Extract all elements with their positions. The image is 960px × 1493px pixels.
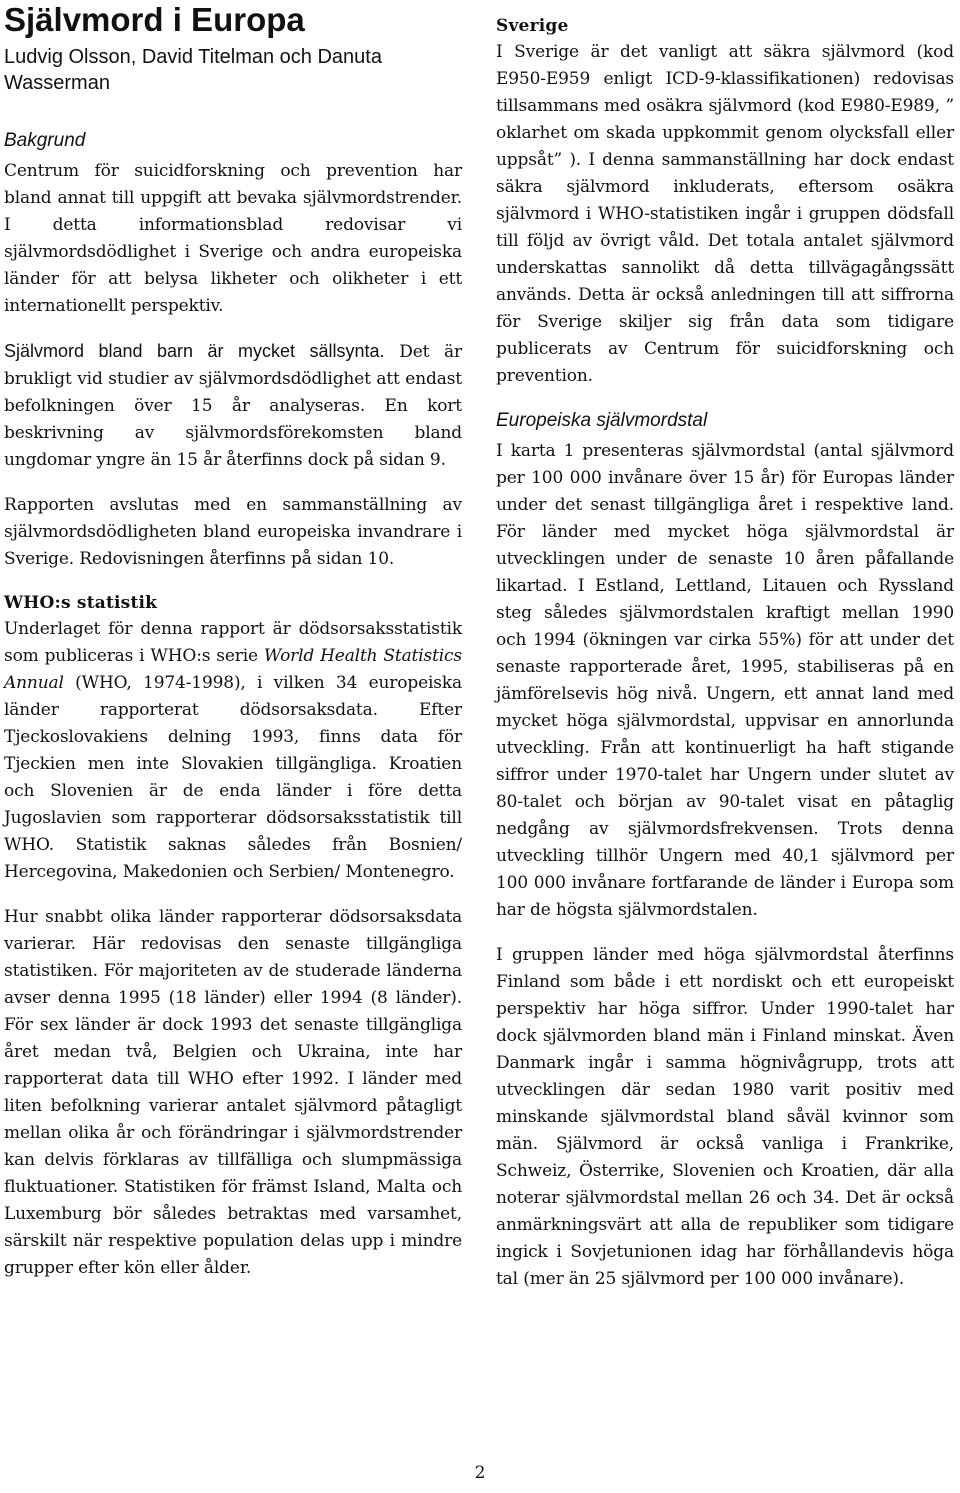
right-column xyxy=(496,0,954,1311)
section-heading-sverige: Sverige xyxy=(496,16,569,36)
paragraph-who-1-b: (WHO, 1974-1998), i vilken 34 europeiska länder rapporterat dödsorsaksdata. Efter Tjeckoslovakiens delning 1993, finns data för Tjeckien men inte Slovakien tillgängliga. Kroatien och Slovenien är de enda länder i före detta Jugoslavien som rapporterar dödsorsaksstatistik till WHO. Statistik saknas således från Bosnien/ Hercegovina, Makedonien och Serbien/ Montenegro. xyxy=(4,673,462,882)
paragraph-sverige-1: I Sverige är det vanligt att säkra självmord (kod E950-E959 enligt ICD-9-klassifikationen) redovisas tillsammans med osäkra självmord (kod E980-E989, ” oklarhet om skada uppkommit genom olycksfall eller uppsåt” ). I denna sammanställning har dock endast säkra självmord inkluderats, eftersom osäkra självmord i WHO-statistiken ingår i gruppen dödsfall till följd av övrigt våld. Det totala antalet självmord underskattas sannolikt då detta tillvägagångssätt används. Detta är också anledningen till att siffrorna för Sverige skiljer sig från data som tidigare publicerats av Centrum för suicidforskning och prevention. xyxy=(496,42,954,386)
paragraph-europeiska-1: I karta 1 presenteras självmordstal (antal självmord per 100 000 invånare över 15 år) för Europas länder under det senast tillgängliga året i respektive land. För länder med mycket höga självmordstal är utvecklingen under de senaste 10 åren påfallande likartad. I Estland, Lettland, Litauen och Ryssland steg således självmordstalen kraftigt mellan 1990 och 1994 (ökningen var cirka 55%) för att under det senaste rapporterade året, 1995, stabiliseras på en jämförelsevis hög nivå. Ungern, ett annat land med mycket höga självmordstal, uppvisar en annorlunda utveckling. Från att kontinuerligt ha haft stigande siffror under 1970-talet har Ungern under slutet av 80-talet och början av 90-talet visat en påtaglig nedgång av självmordsfrekvensen. Trots denna utveckling tillhör Ungern med 40,1 självmord per 100 000 invånare fortfarande de länder i Europa som har de högsta självmordstalen. xyxy=(496,441,954,920)
section-heading-bakgrund: Bakgrund xyxy=(4,130,86,151)
paragraph-bakgrund-1: Centrum för suicidforskning och prevention har bland annat till uppgift att bevaka självmordstrender. I detta informationsblad redovisar vi självmordsdödlighet i Sverige och andra europeiska länder för att belysa likheter och olikheter i ett internationellt perspektiv. xyxy=(4,161,462,316)
section-heading-who: WHO:s statistik xyxy=(4,593,158,613)
lead-sentence-children: Självmord bland barn är mycket sällsynta. xyxy=(4,341,385,361)
publication-title: World Health Statistics Annual xyxy=(4,646,463,693)
paragraph-europeiska-2: I gruppen länder med höga självmordstal återfinns Finland som både i ett nordiskt och ett europeiskt perspektiv har höga siffror. Under 1990-talet har dock självmorden bland män i Finland minskat. Även Danmark ingår i samma högnivågrupp, trots att utvecklingen där sedan 1980 varit positiv med minskande självmordstal bland såväl kvinnor som män. Självmord är också vanliga i Frankrike, Schweiz, Österrike, Slovenien och Kroatien, där alla noterar självmordstal mellan 26 och 34. Det är också anmärkningsvärt att alla de republiker som tidigare ingick i Sovjetunionen idag har förhållandevis höga tal (mer än 25 självmord per 100 000 invånare). xyxy=(496,945,954,1289)
paragraph-bakgrund-2-rest: Det är brukligt vid studier av självmordsdödlighet att endast befolkningen över 15 år analyseras. En kort beskrivning av självmordsförekomsten bland ungdomar yngre än 15 år återfinns dock på sidan 9. xyxy=(4,342,463,470)
page-title: Självmord i Europa xyxy=(4,1,305,38)
paragraph-who-2: Hur snabbt olika länder rapporterar dödsorsaksdata varierar. Här redovisas den senaste tillgängliga statistiken. För majoriteten av de studerade länderna avser denna 1995 (18 länder) eller 1994 (8 länder). För sex länder är dock 1993 det senaste tillgängliga året medan två, Belgien och Ukraina, inte har rapporterat data till WHO efter 1992. I länder med liten befolkning varierar antalet självmord påtagligt mellan olika år och förändringar i självmordstrender kan delvis förklaras av tillfälliga och slumpmässiga fluktuationer. Statistiken för främst Island, Malta och Luxemburg bör således betraktas med varsamhet, särskilt när respektive population delas upp i mindre grupper efter kön eller ålder. xyxy=(4,907,462,1278)
left-column xyxy=(4,0,462,1300)
section-heading-europeiska: Europeiska självmordstal xyxy=(496,410,708,431)
paragraph-who-1-a: Underlaget för denna rapport är dödsorsaksstatistik som publiceras i WHO:s serie xyxy=(4,619,462,666)
page-number: 2 xyxy=(474,1463,486,1483)
authors: Ludvig Olsson, David Titelman och Danuta Wasserman xyxy=(4,46,382,94)
paragraph-bakgrund-3: Rapporten avslutas med en sammanställning av självmordsdödligheten bland europeiska invandrare i Sverige. Redovisningen återfinns på sidan 10. xyxy=(4,495,462,569)
paragraph-who-1 xyxy=(4,616,462,886)
paragraph-bakgrund-2 xyxy=(4,338,462,474)
